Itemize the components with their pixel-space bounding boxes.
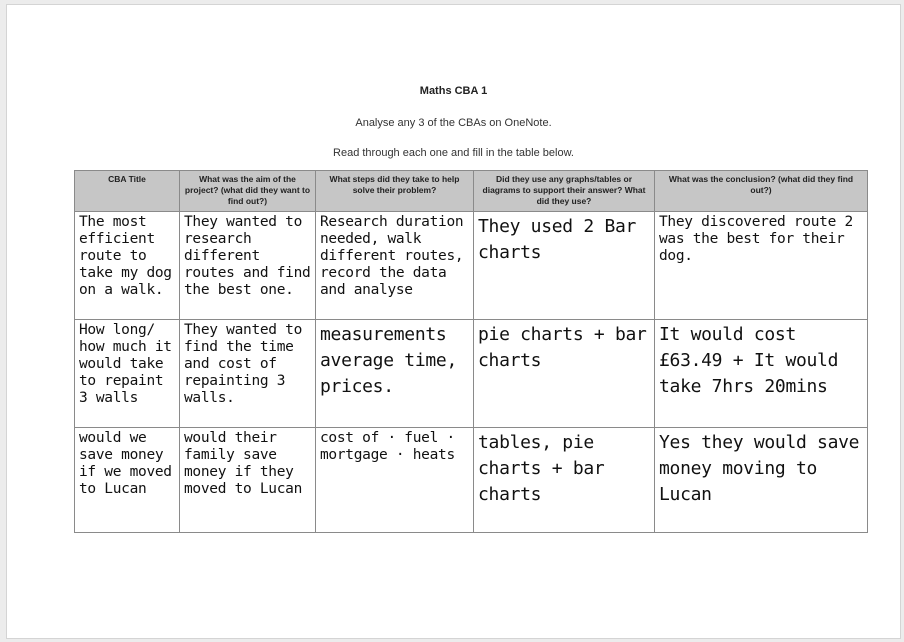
cell-steps: cost of · fuel · mortgage · heats bbox=[316, 428, 474, 533]
instruction-analyse: Analyse any 3 of the CBAs on OneNote. bbox=[355, 117, 552, 129]
cba-table bbox=[74, 170, 868, 533]
cell-graphs: pie charts + bar charts bbox=[474, 320, 655, 428]
table-header-row bbox=[75, 171, 868, 212]
table-row bbox=[75, 212, 868, 320]
cell-graphs: tables, pie charts + bar charts bbox=[474, 428, 655, 533]
cell-graphs: They used 2 Bar charts bbox=[474, 212, 655, 320]
table-row bbox=[75, 320, 868, 428]
cell-cba-title: How long/ how much it would take to repaint 3 walls bbox=[75, 320, 180, 428]
cell-cba-title: would we save money if we moved to Lucan bbox=[75, 428, 180, 533]
cell-steps: measurements average time, prices. bbox=[316, 320, 474, 428]
header-conclusion: What was the conclusion? (what did they find out?) bbox=[655, 171, 868, 212]
header-cba-title: CBA Title bbox=[75, 171, 180, 212]
cell-cba-title: The most efficient route to take my dog on a walk. bbox=[75, 212, 180, 320]
cell-steps: Research duration needed, walk different routes, record the data and analyse bbox=[316, 212, 474, 320]
header-aim: What was the aim of the project? (what did they want to find out?) bbox=[180, 171, 316, 212]
document-title: Maths CBA 1 bbox=[419, 85, 488, 97]
header-steps: What steps did they take to help solve their problem? bbox=[316, 171, 474, 212]
table-row bbox=[75, 428, 868, 533]
cell-aim: would their family save money if they moved to Lucan bbox=[180, 428, 316, 533]
cell-aim: They wanted to find the time and cost of repainting 3 walls. bbox=[180, 320, 316, 428]
cell-conclusion: Yes they would save money moving to Lucan bbox=[655, 428, 868, 533]
cell-aim: They wanted to research different routes and find the best one. bbox=[180, 212, 316, 320]
cell-conclusion: It would cost £63.49 + It would take 7hrs 20mins bbox=[655, 320, 868, 428]
header-graphs: Did they use any graphs/tables or diagrams to support their answer? What did they use? bbox=[474, 171, 655, 212]
instruction-read: Read through each one and fill in the table below. bbox=[333, 147, 574, 159]
cell-conclusion: They discovered route 2 was the best for their dog. bbox=[655, 212, 868, 320]
